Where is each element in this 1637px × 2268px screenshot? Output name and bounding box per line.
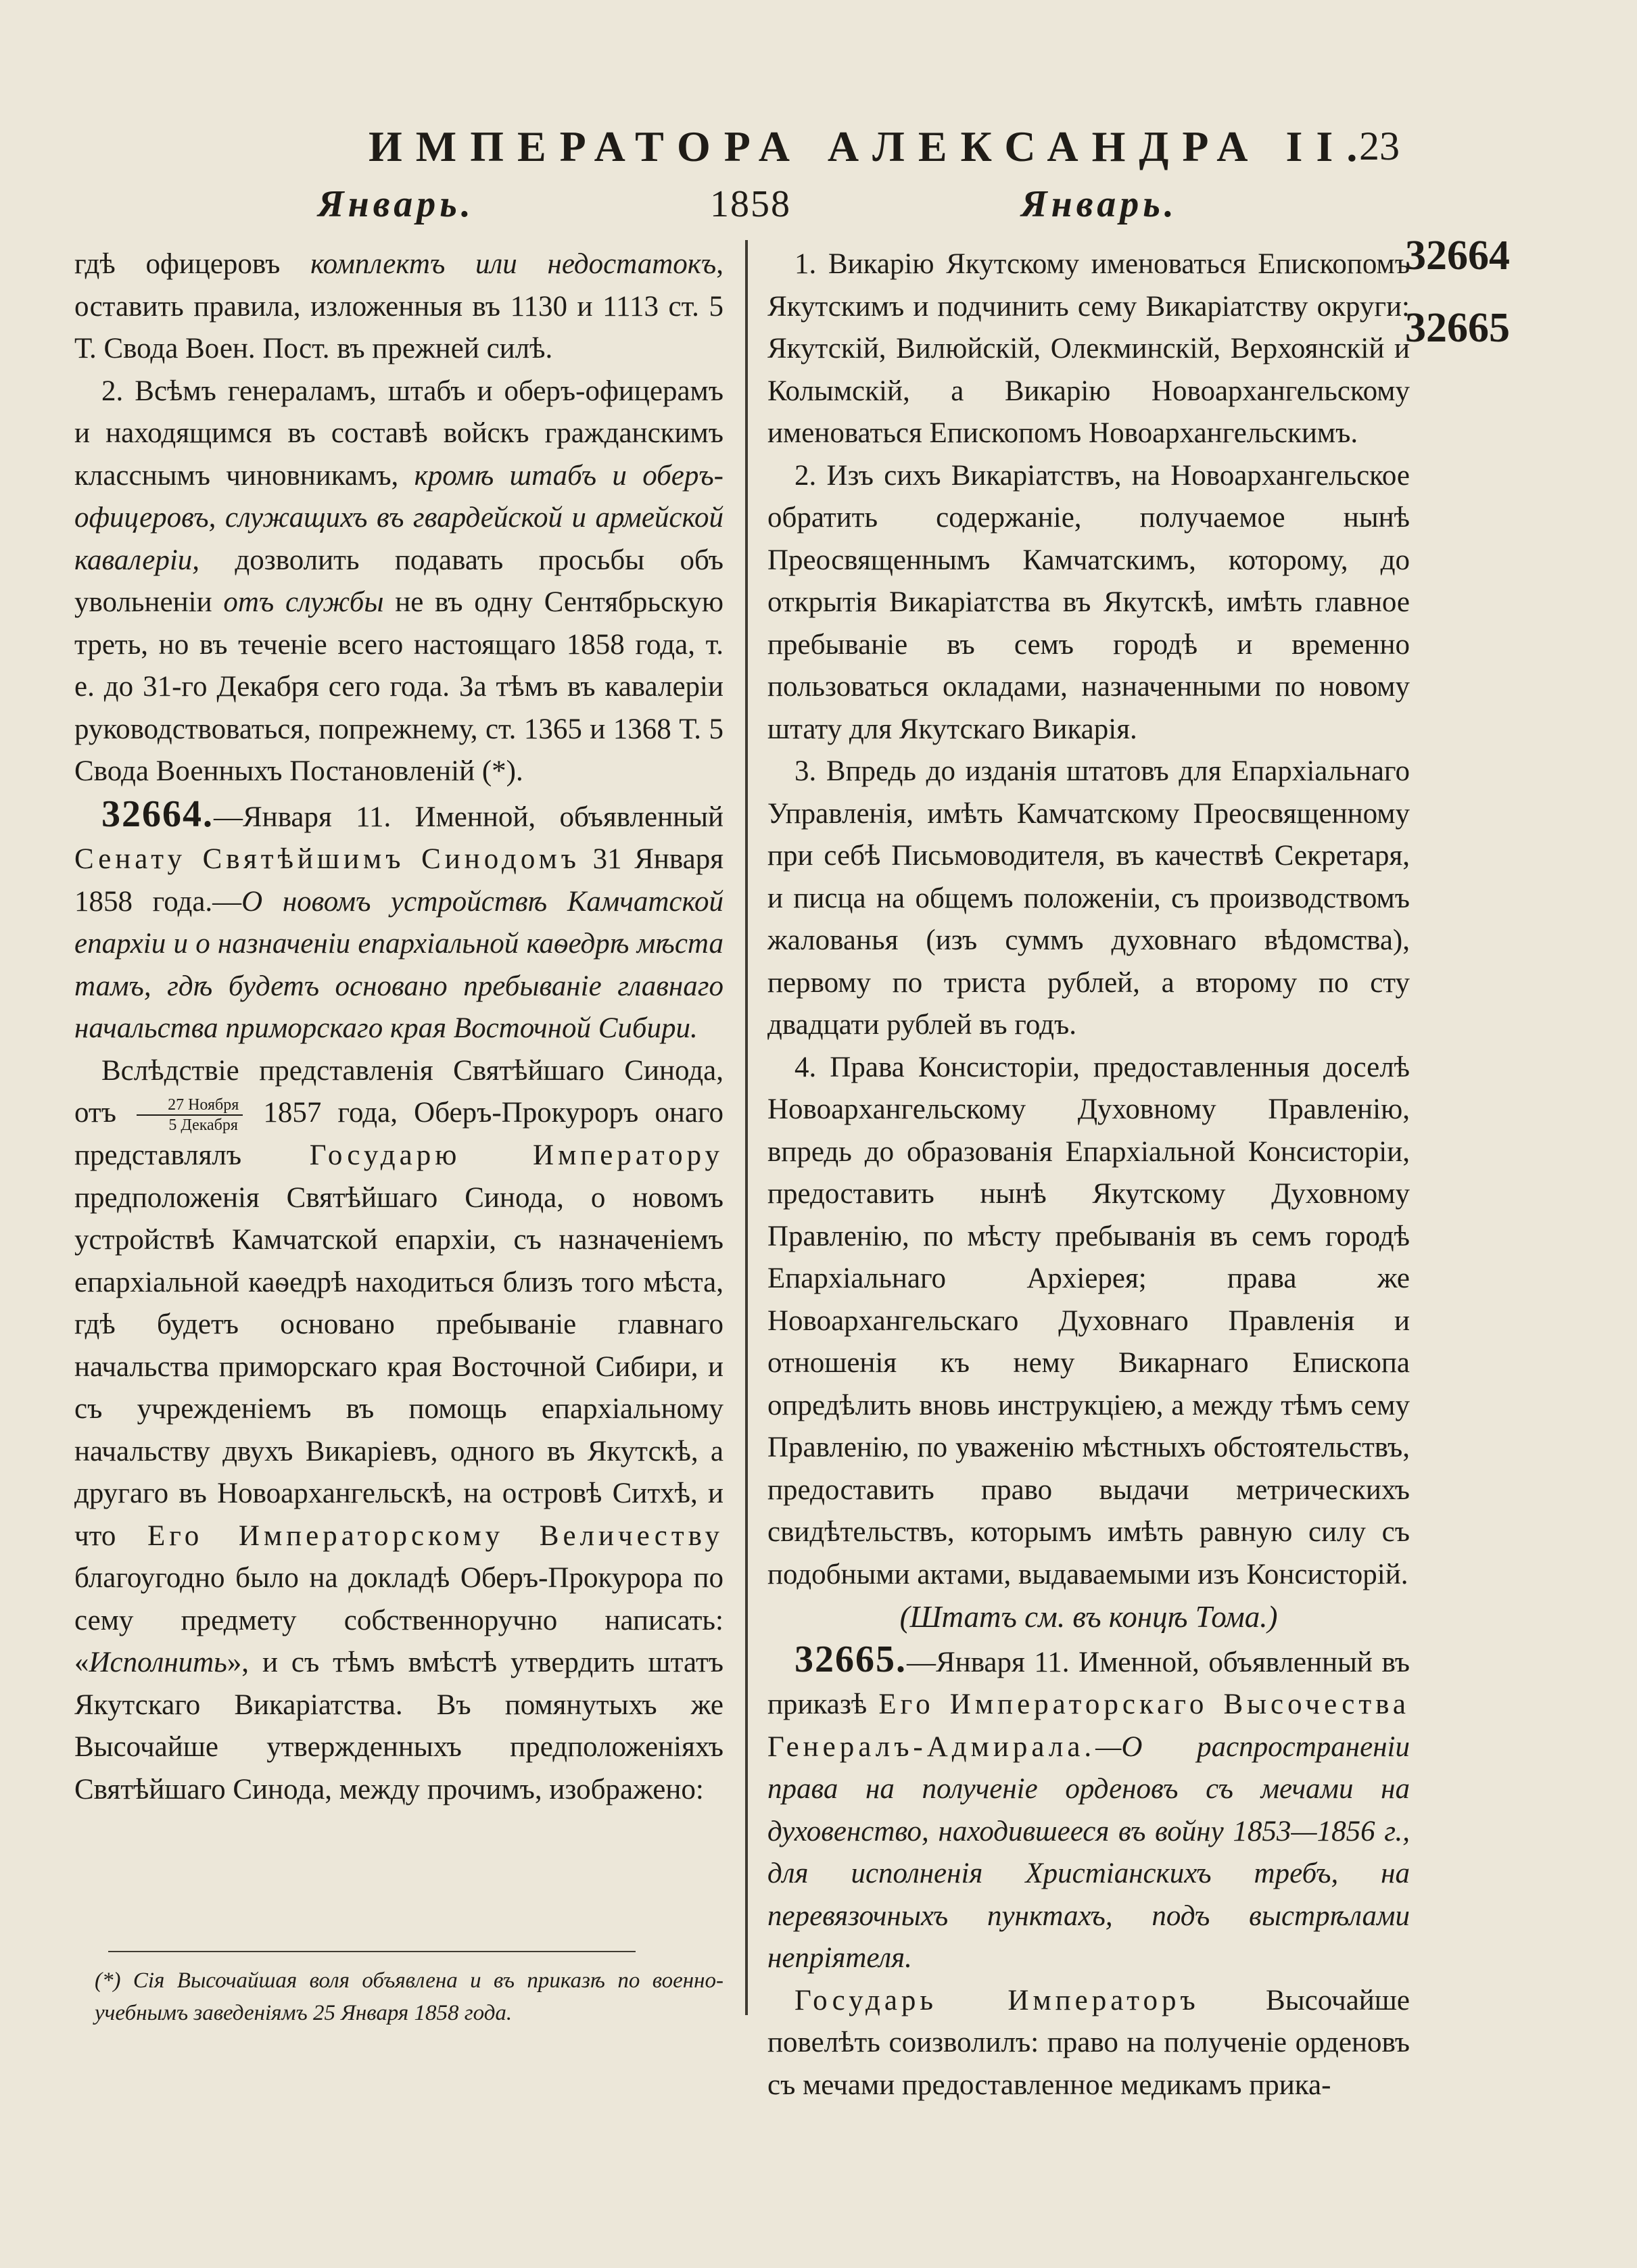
text: Вслѣдствіе представленія Святѣйшаго Синода, отъ	[74, 1054, 723, 1129]
year-label: 1858	[710, 183, 791, 225]
month-left: Январь.	[318, 183, 475, 225]
spaced-text: Его Императорскому Величеству	[147, 1519, 723, 1552]
margin-number: 32664	[1405, 233, 1510, 279]
paragraph	[74, 243, 723, 371]
column-divider	[745, 240, 748, 2015]
text: », и съ тѣмъ вмѣстѣ утвердить штатъ Якутскаго Викаріатства. Въ помянутыхъ же Высочайше утвержденныхъ предположеніяхъ Святѣйшаго Синода, между прочимъ, изображено:	[74, 1647, 723, 1805]
footnote: (*) Сія Высочайшая воля объявлена и въ приказѣ по военно-учебнымъ заведеніямъ 25 Января 1858 года.	[95, 1968, 723, 2025]
text: —Января 11. Именной, объявленный въ приказѣ	[767, 1646, 1410, 1720]
margin-numbers	[1405, 233, 1567, 378]
italic-text: отъ службы	[223, 586, 384, 618]
shtat-note: (Штатъ см. въ концѣ Тома.)	[899, 1600, 1278, 1634]
text: 31 Января 1858 года.—	[74, 843, 723, 918]
running-head	[0, 101, 1637, 183]
paragraph: 4. Права Консисторіи, предоставленныя доселѣ Новоархангельскому Духовному Правленію, впредь до образованія Епархіальной Консисторіи, предоставить нынѣ Якутскому Духовному Правленію, по мѣсту пребыванія въ семъ городѣ Епархіальнаго Архіерея; права же Новоархангельскаго Духовнаго Правленія и отношенія къ нему Викарнаго Епископа опредѣлить вновь инструкціею, а между тѣмъ сему Правленію, по уваженію мѣстныхъ обстоятельствъ, предоставить право выдачи метрическихъ свидѣтельствъ, которымъ имѣть равную силу съ подобными актами, выдаваемыми изъ Консисторій.	[767, 1051, 1410, 1590]
text: не въ одну Сентябрьскую треть, но въ теченіе всего настоящаго 1858 года, т. е. до 31-го Декабря сего года. За тѣмъ въ кавалеріи руководствоваться, попрежнему, ст. 1365 и 1368 Т. 5 Свода Военныхъ Постановленій (*).	[74, 586, 723, 787]
month-right: Январь.	[1021, 183, 1178, 225]
spaced-text: Его Императорскаго Высочества Генералъ-Адмирала.	[767, 1688, 1410, 1763]
spaced-text: Государю Императору	[309, 1139, 724, 1172]
text: дозволить подавать просьбы объ увольненіи	[74, 544, 723, 618]
spaced-text: Сенату Святѣйшимъ Синодомъ	[74, 843, 581, 875]
page-number: 23	[1359, 124, 1400, 168]
text: 1857 года, Оберъ-Прокуроръ онаго представлялъ	[74, 1097, 723, 1172]
right-column	[767, 243, 1410, 2106]
italic-text: Исполнить	[89, 1647, 227, 1679]
text: Высочайше повелѣть соизволилъ: право на полученіе орденовъ съ мечами предоставленное медикамъ прика-	[767, 1984, 1410, 2101]
italic-text: комплектъ или недостатокъ	[310, 248, 717, 280]
italic-text: кромѣ штабъ и оберъ-офицеровъ, служащихъ въ гвардейской и армейской кавалеріи,	[74, 459, 724, 576]
text: 2. Всѣмъ генераламъ, штабъ и оберъ-офицерамъ и находящимся въ составѣ войскъ гражданскимъ класснымъ чиновникамъ,	[74, 375, 723, 492]
text: , оставить правила, изложенныя въ 1130 и 1113 ст. 5 Т. Свода Воен. Пост. въ прежней силѣ.	[74, 248, 723, 364]
paragraph	[767, 1980, 1410, 2107]
spaced-text: Государь Императоръ	[794, 1984, 1200, 2016]
paragraph	[74, 371, 723, 793]
decree-heading	[767, 1638, 1410, 1980]
footnote-rule	[108, 1951, 636, 1952]
fraction-numerator: 27 Ноября	[137, 1095, 243, 1116]
text: —Января 11. Именной, объявленный	[214, 801, 723, 833]
text: благоугодно было на докладѣ Оберъ-Прокурора по сему предмету собственноручно написать: «	[74, 1562, 723, 1679]
page-title: ИМПЕРАТОРА АЛЕКСАНДРА II.	[369, 122, 1371, 170]
paragraph: 2. Изъ сихъ Викаріатствъ, на Новоархангельское обратить содержаніе, получаемое нынѣ Преосвященнымъ Камчатскимъ, которому, до открытія Викаріатства въ Якутскѣ, имѣть главное пребываніе въ семъ городѣ и временно пользоваться окладами, назначенными по новому штату для Якутскаго Викарія.	[767, 459, 1410, 745]
paragraph: 1. Викарію Якутскому именоваться Епископомъ Якутскимъ и подчинить сему Викаріатству округи: Якутскій, Вилюйскій, Олекминскій, Верхоянскій и Колымскій, а Викарію Новоархангельскому именоваться Епископомъ Новоархангельскимъ.	[767, 248, 1410, 449]
fraction-denominator: 5 Декабря	[168, 1116, 238, 1135]
date-fraction	[137, 1095, 243, 1135]
decree-number: 32664.	[101, 793, 214, 835]
text: предположенія Святѣйшаго Синода, о новомъ устройствѣ Камчатской епархіи, съ назначеніемъ епархіальной каѳедрѣ находиться близъ того мѣста, гдѣ будетъ основано пребываніе главнаго начальства приморскаго края Восточной Сибири, и съ учрежденіемъ въ помощь епархіальному начальству двухъ Викаріевъ, одного въ Якутскѣ, а другаго въ Новоархангельскѣ, на островѣ Ситхѣ, и что	[74, 1181, 723, 1552]
paragraph	[74, 1050, 723, 1812]
decree-subject: О новомъ устройствѣ Камчатской епархіи и о назначеніи епархіальной каѳедрѣ мѣста тамъ, гдѣ будетъ основано пребываніе главнаго начальства приморскаго края Восточной Сибири.	[74, 885, 723, 1044]
left-column	[74, 243, 723, 1811]
decree-heading	[74, 793, 723, 1050]
text: гдѣ офицеровъ	[74, 248, 311, 280]
decree-number: 32665.	[794, 1638, 907, 1680]
decree-subject: —О распространеніи права на полученіе орденовъ съ мечами на духовенство, находившееся въ войну 1853—1856 г., для исполненія Христіанскихъ требъ, на перевязочныхъ пунктахъ, подъ выстрѣлами непріятеля.	[767, 1730, 1410, 1974]
paragraph: 3. Впредь до изданія штатовъ для Епархіальнаго Управленія, имѣть Камчатскому Преосвященному при себѣ Письмоводителя, въ качествѣ Секретаря, и писца на общемъ положеніи, съ производствомъ жалованья (изъ суммъ духовнаго вѣдомства), первому по триста рублей, а второму по сту двадцати рублей въ годъ.	[767, 755, 1410, 1041]
margin-number: 32665	[1405, 305, 1510, 351]
